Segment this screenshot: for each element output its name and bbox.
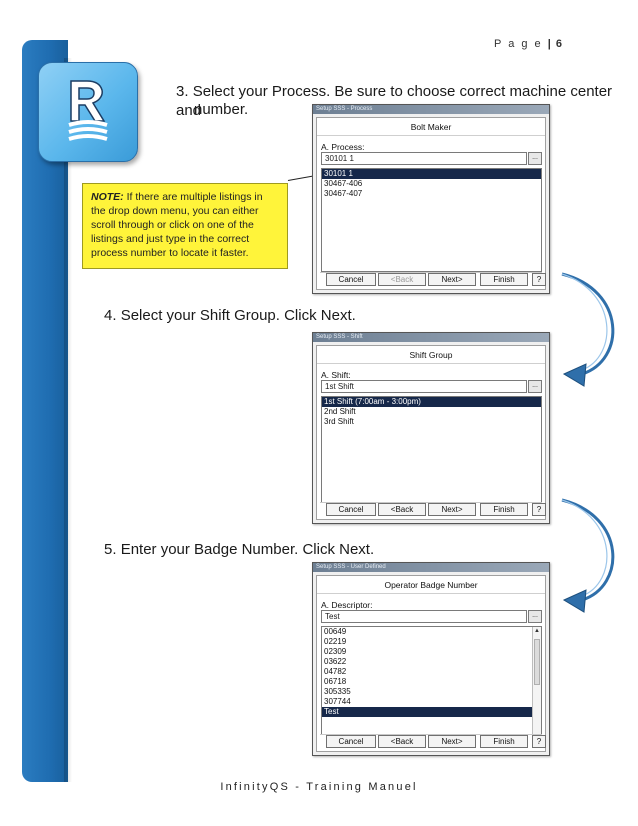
step-3-line2: number. [194, 101, 249, 118]
list-item[interactable]: 03622 [324, 657, 347, 666]
page-footer: InfinityQS - Training Manuel [220, 781, 418, 793]
help-button[interactable]: ? [532, 273, 546, 286]
logo-r-icon [65, 79, 111, 145]
process-input[interactable]: 30101 1 [321, 152, 527, 165]
finish-button[interactable]: Finish [480, 735, 528, 748]
badge-list-scrollbar[interactable] [532, 627, 541, 735]
list-item[interactable]: 30467-407 [324, 189, 363, 198]
company-logo [38, 62, 138, 162]
list-item[interactable]: 305335 [324, 687, 351, 696]
scroll-up-icon[interactable]: ▲ [534, 628, 540, 634]
list-item[interactable]: Test [322, 707, 541, 717]
list-item[interactable]: 30467-406 [324, 179, 363, 188]
page-separator: | [547, 38, 551, 50]
next-button[interactable]: Next> [428, 273, 476, 286]
shift-dialog [312, 332, 550, 524]
process-list[interactable] [321, 168, 542, 272]
step-3-number: 3. [176, 83, 189, 100]
badge-field-label: A. Descriptor: [321, 600, 373, 610]
curved-arrow-icon [556, 496, 626, 616]
next-button[interactable]: Next> [428, 503, 476, 516]
curved-arrow-icon [556, 270, 626, 390]
list-item[interactable]: 00649 [324, 627, 347, 636]
step-5 [104, 540, 374, 559]
step-3-text: Select your Process. Be sure to choose correct machine center and [176, 83, 613, 119]
note-label: NOTE: [91, 191, 124, 203]
back-button[interactable]: <Back [378, 273, 426, 286]
scroll-thumb[interactable] [534, 639, 540, 685]
step-4-text: Select your Shift Group. Click Next. [120, 307, 356, 324]
list-item[interactable]: 06718 [324, 677, 347, 686]
badge-dialog-title: Setup SSS - User Defined [313, 563, 549, 572]
shift-dialog-heading: Shift Group [409, 350, 453, 360]
badge-button-row [320, 734, 542, 749]
list-item[interactable]: 02309 [324, 647, 347, 656]
process-field-label: A. Process: [321, 142, 365, 152]
step-4-number: 4. [104, 307, 117, 324]
cancel-button[interactable]: Cancel [326, 273, 376, 286]
next-button[interactable]: Next> [428, 735, 476, 748]
shift-dialog-title: Setup SSS - Shift [313, 333, 549, 342]
list-item[interactable]: 3rd Shift [324, 417, 354, 426]
badge-browse-button[interactable]: ... [528, 610, 542, 623]
badge-dialog-heading: Operator Badge Number [384, 580, 478, 590]
shift-dialog-body [316, 345, 546, 520]
badge-dialog [312, 562, 550, 756]
divider [317, 135, 545, 136]
finish-button[interactable]: Finish [480, 273, 528, 286]
process-dialog-heading: Bolt Maker [410, 122, 452, 132]
list-item[interactable]: 307744 [324, 697, 351, 706]
shift-list[interactable] [321, 396, 542, 504]
divider [317, 363, 545, 364]
process-dialog-title: Setup SSS - Process [313, 105, 549, 114]
list-item[interactable]: 02219 [324, 637, 347, 646]
list-item[interactable]: 1st Shift (7:00am - 3:00pm) [322, 397, 541, 407]
cancel-button[interactable]: Cancel [326, 503, 376, 516]
badge-list[interactable] [321, 626, 542, 736]
list-item[interactable]: 2nd Shift [324, 407, 356, 416]
page-number-value: 6 [555, 38, 562, 50]
help-button[interactable]: ? [532, 503, 546, 516]
note-text: If there are multiple listings in the drop down menu, you can either scroll through or click on one of the listings and just type in the correct process number to locate it faster. [91, 191, 263, 259]
badge-dialog-body [316, 575, 546, 752]
cancel-button[interactable]: Cancel [326, 735, 376, 748]
shift-input[interactable]: 1st Shift [321, 380, 527, 393]
help-button[interactable]: ? [532, 735, 546, 748]
page-label: P a g e [494, 38, 543, 50]
list-item[interactable]: 04782 [324, 667, 347, 676]
step-5-text: Enter your Badge Number. Click Next. [120, 541, 375, 558]
list-item[interactable]: 30101 1 [322, 169, 541, 179]
page-number [494, 38, 562, 50]
back-button[interactable]: <Back [378, 503, 426, 516]
note-callout [82, 183, 288, 269]
back-button[interactable]: <Back [378, 735, 426, 748]
shift-button-row [320, 502, 542, 517]
shift-browse-button[interactable]: ... [528, 380, 542, 393]
step-4 [104, 306, 356, 325]
finish-button[interactable]: Finish [480, 503, 528, 516]
process-button-row [320, 272, 542, 287]
process-dialog-body [316, 117, 546, 290]
process-browse-button[interactable]: ... [528, 152, 542, 165]
process-dialog [312, 104, 550, 294]
divider [317, 593, 545, 594]
shift-field-label: A. Shift: [321, 370, 351, 380]
step-5-number: 5. [104, 541, 117, 558]
sidebar-shadow [64, 58, 72, 782]
badge-input[interactable]: Test [321, 610, 527, 623]
